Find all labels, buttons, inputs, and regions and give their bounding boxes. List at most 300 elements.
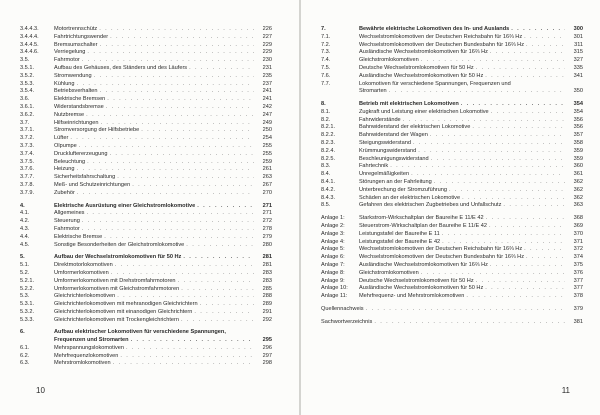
toc-entry-page: 357	[573, 132, 583, 139]
toc-entry	[20, 174, 272, 182]
toc-entry-title: Stromarten	[359, 88, 387, 95]
toc-entry-page: 354	[573, 100, 583, 107]
toc-entry-page: 377	[573, 277, 583, 284]
toc-entry-number: 5.3.3.	[20, 316, 34, 323]
toc-entry	[321, 156, 583, 164]
toc-entry-title: Elektrische Ausrüstung einer Gleichstromlokomotive	[54, 202, 196, 209]
toc-entry-number: 3.7.2.	[20, 135, 34, 142]
toc-entry-title: Motortrennschütz	[54, 26, 98, 32]
toc-dot-leader	[87, 159, 254, 167]
toc-entry-page: 249	[262, 119, 272, 126]
toc-entry-number: 4.2.	[20, 218, 30, 225]
toc-entry	[321, 57, 583, 65]
toc-dot-leader	[100, 42, 254, 50]
toc-entry-page: 230	[262, 57, 272, 64]
toc-dot-leader	[442, 231, 565, 239]
toc-dot-leader	[106, 104, 254, 112]
toc-entry-title: Fahrtrichtungswender	[54, 33, 109, 40]
toc-entry-page: 272	[262, 218, 272, 225]
toc-entry-title: Leistungstafel der Baureihe E 11	[359, 230, 440, 237]
toc-dot-leader	[104, 234, 254, 242]
toc-entry	[20, 270, 272, 278]
toc-entry-title: Schäden an der elektrischen Lokomotive	[359, 194, 461, 201]
toc-entry-title: Umformerlokomotiven	[54, 269, 109, 276]
toc-dot-leader	[115, 262, 254, 270]
toc-entry-page: 271	[262, 210, 272, 217]
toc-entry-page: 377	[573, 285, 583, 292]
toc-entry-title: Gleichstromlokomotiven	[359, 269, 419, 276]
toc-entry-number: 8.2.4.	[321, 147, 335, 154]
toc-entry-page: 288	[262, 293, 272, 300]
toc-entry-number: Anlage 2:	[321, 222, 345, 229]
toc-dot-leader	[491, 109, 565, 117]
toc-entry-page: 235	[262, 72, 272, 79]
toc-entry	[321, 195, 583, 203]
toc-entry-page: 374	[573, 254, 583, 261]
toc-entry-title: Gleichrichterlokomotiven mit Trockengleichrichtern	[54, 316, 179, 323]
toc-entry-title: Deutsche Wechselstromlokomotiven für 50 Hz	[359, 64, 474, 71]
toc-dot-leader	[485, 285, 565, 293]
toc-entry-number: 3.7.3.	[20, 142, 34, 149]
toc-entry-number: 5.2.	[20, 269, 30, 276]
toc-entry-title: Krümmungswiderstand	[359, 147, 417, 154]
toc-entry-number: Anlage 6:	[321, 254, 345, 261]
toc-entry-title: Gleichrichterlokomotiven	[54, 293, 116, 300]
toc-entry-number: 8.1.	[321, 108, 331, 115]
toc-entry-page: 359	[573, 155, 583, 162]
toc-entry-page: 241	[262, 96, 272, 103]
toc-entry-title: Störungen an der Fahrleitung	[359, 178, 432, 185]
toc-entry-title: Sachwortverzeichnis	[321, 318, 373, 325]
toc-entry	[321, 26, 583, 34]
toc-entry-page: 283	[262, 277, 272, 284]
toc-entry	[20, 143, 272, 151]
toc-entry	[20, 73, 272, 81]
toc-entry-number: 3.7.6.	[20, 166, 34, 173]
toc-entry-page: 362	[573, 194, 583, 201]
toc-entry-title: Fahrwiderstände	[359, 116, 401, 123]
toc-entry-title: Direktmotorlokomotiven	[54, 262, 113, 269]
toc-dot-leader	[77, 190, 254, 198]
toc-entry-title: Verriegelung	[54, 49, 86, 56]
toc-entry	[321, 101, 583, 109]
toc-entry-page: 255	[262, 150, 272, 157]
toc-entry	[20, 337, 272, 345]
toc-dot-leader	[466, 293, 565, 301]
toc-entry	[321, 148, 583, 156]
toc-entry-title: Bahnwiderstand der Wagen	[359, 132, 428, 139]
toc-entry-number: 6.1.	[20, 344, 30, 351]
toc-entry	[321, 42, 583, 50]
toc-entry-page: 356	[573, 124, 583, 131]
toc-dot-leader	[366, 306, 565, 314]
toc-entry	[20, 166, 272, 174]
toc-entry	[321, 124, 583, 132]
toc-entry-number: 7.6.	[321, 72, 331, 79]
toc-entry-number: 5.1.	[20, 262, 30, 269]
toc-entry-title: Aufbau elektrischer Lokomotiven für verschiedene Spannungen,	[54, 329, 226, 336]
toc-entry-number: Anlage 10:	[321, 285, 348, 292]
toc-entry-page: 354	[573, 108, 583, 115]
toc-entry-title: Zubehör	[54, 189, 75, 196]
toc-dot-leader	[94, 73, 254, 81]
toc-entry	[321, 179, 583, 187]
toc-entry-number: Anlage 3:	[321, 230, 345, 237]
toc-entry-title: Gefahren des elektrischen Zugbetriebes und Unfallschutz	[359, 202, 502, 209]
toc-entry-title: Frequenzen und Stromarten	[54, 337, 129, 344]
toc-dot-leader	[390, 163, 565, 171]
toc-entry-title: Meß- und Schutzeinrichtungen	[54, 181, 131, 188]
toc-entry	[20, 65, 272, 73]
toc-entry	[20, 242, 272, 250]
toc-entry-page: 259	[262, 158, 272, 165]
toc-dot-leader	[100, 88, 254, 96]
toc-entry-number: 3.5.2.	[20, 72, 34, 79]
toc-entry-number: 8.2.5.	[321, 155, 335, 162]
toc-entry	[321, 306, 583, 314]
toc-entry-title: Betriebsverhalten	[54, 88, 98, 95]
toc-dot-leader	[70, 135, 254, 143]
toc-entry-number: 5.3.	[20, 293, 30, 300]
toc-entry	[20, 159, 272, 167]
toc-entry-title: Umformerlokomotiven mit Gleichstromfahrmotoren	[54, 285, 180, 292]
toc-entry-number: 6.2.	[20, 352, 30, 359]
toc-entry	[20, 345, 272, 353]
toc-dot-leader	[186, 242, 254, 250]
toc-entry-page: 231	[262, 64, 272, 71]
toc-dot-leader	[418, 148, 565, 156]
toc-entry-title: Stromversorgung der Hilfsbetriebe	[54, 127, 140, 134]
toc-entry-number: 3.4.4.4.	[20, 33, 39, 40]
toc-dot-leader	[117, 174, 254, 182]
toc-entry-page: 370	[573, 230, 583, 237]
toc-entry-number: 3.7.1.	[20, 127, 34, 134]
toc-entry-title: Zugkraft und Leistung einer elektrischen Lokomotive	[359, 108, 489, 115]
toc-entry-number: Anlage 7:	[321, 261, 345, 268]
toc-dot-leader	[511, 26, 565, 34]
toc-entry	[20, 81, 272, 89]
toc-entry	[20, 360, 272, 368]
toc-entry-title: Mehrspannungslokomotiven	[54, 344, 124, 351]
toc-entry-title: Widerstandsbremse	[54, 103, 104, 110]
toc-dot-leader	[526, 42, 565, 50]
toc-dot-leader	[461, 101, 565, 109]
toc-dot-leader	[524, 246, 565, 254]
toc-entry	[321, 215, 583, 223]
toc-entry-page: 226	[262, 26, 272, 32]
toc-dot-leader	[131, 337, 254, 345]
toc-entry	[20, 34, 272, 42]
toc-entry-title: Nutzbremse	[54, 111, 85, 118]
toc-entry-title: Heizung	[54, 166, 75, 173]
toc-entry-number: 8.4.2.	[321, 186, 335, 193]
toc-entry-title: Beleuchtung	[54, 158, 86, 165]
toc-dot-leader	[86, 210, 254, 218]
toc-entry-page: 281	[262, 262, 272, 269]
toc-entry-number: 3.5.	[20, 57, 30, 64]
toc-entry-page: 335	[573, 64, 583, 71]
toc-entry-title: Sicherheitsfahrschaltung	[54, 174, 116, 181]
toc-entry	[321, 34, 583, 42]
toc-entry-number: 5.	[20, 254, 25, 261]
toc-entry-number: 3.5.1.	[20, 64, 34, 71]
toc-dot-leader	[490, 262, 565, 270]
toc-entry-page: 279	[262, 233, 272, 240]
toc-entry	[321, 140, 583, 148]
toc-entry-number: 7.7.	[321, 80, 331, 87]
toc-entry	[20, 317, 272, 325]
toc-entry	[321, 319, 583, 327]
toc-entry-page: 371	[573, 238, 583, 245]
toc-entry	[20, 112, 272, 120]
toc-entry-number: 3.4.4.5.	[20, 41, 39, 48]
toc-entry-page: 311	[574, 41, 583, 48]
toc-entry-title: Kühlung	[54, 80, 75, 87]
toc-entry-title: Steuerung	[54, 218, 80, 225]
toc-entry	[20, 96, 272, 104]
toc-entry-title: Aufbau des Gehäuses, des Ständers und des Läufers	[54, 64, 188, 71]
toc-entry-page: 291	[262, 308, 272, 315]
toc-entry	[321, 49, 583, 57]
toc-entry-page: 229	[262, 41, 272, 48]
toc-entry	[20, 26, 272, 34]
toc-entry-number: 3.6.1.	[20, 103, 34, 110]
toc-entry-number: 6.3.	[20, 360, 30, 367]
toc-dot-leader	[117, 293, 254, 301]
toc-entry-number: 7.	[321, 26, 326, 32]
toc-entry-page: 283	[262, 269, 272, 276]
toc-dot-leader	[141, 127, 254, 135]
toc-entry-page: 267	[262, 181, 272, 188]
toc-entry-page: 281	[262, 254, 272, 261]
toc-entry-page: 292	[262, 316, 272, 323]
toc-entry	[321, 231, 583, 239]
toc-dot-leader	[389, 88, 565, 96]
toc-entry-title: Deutsche Wechselstromlokomotiven für 50 Hz	[359, 277, 474, 284]
toc-entry-page: 289	[262, 301, 272, 308]
toc-entry-page: 341	[573, 72, 583, 79]
toc-entry-number: 3.7.	[20, 119, 30, 126]
toc-entry	[321, 117, 583, 125]
toc-entry-title: Stromwendung	[54, 72, 92, 79]
toc-entry-number: Anlage 11:	[321, 293, 348, 300]
toc-entry-number: 8.4.3.	[321, 194, 335, 201]
left-page	[0, 0, 299, 415]
toc-entry-number: Anlage 4:	[321, 238, 345, 245]
toc-entry-title: Ausländische Wechselstromlokomotiven für 16⅔ Hz	[359, 261, 488, 268]
toc-entry	[20, 42, 272, 50]
toc-dot-leader	[431, 156, 565, 164]
toc-entry-title: Umformerlokomotiven mit Drehstromfahrmotoren	[54, 277, 176, 284]
toc-entry	[321, 65, 583, 73]
toc-entry-page: 241	[262, 88, 272, 95]
toc-entry-title: Gleichrichterlokomotiven mit einanodigen Gleichrichtern	[54, 308, 193, 315]
toc-entry	[321, 109, 583, 117]
toc-dot-leader	[82, 218, 254, 226]
toc-dot-leader	[77, 166, 254, 174]
toc-entry	[20, 234, 272, 242]
toc-entry	[20, 286, 272, 294]
toc-entry-number: 5.3.2.	[20, 308, 34, 315]
toc-entry-number: 3.4.4.6.	[20, 49, 39, 56]
toc-entry-number: 7.1.	[321, 33, 331, 40]
toc-entry-number: 3.6.2.	[20, 111, 34, 118]
toc-entry-number: 5.2.1.	[20, 277, 34, 284]
toc-entry-number: 8.	[321, 100, 326, 107]
toc-entry	[321, 73, 583, 81]
toc-entry-title: Mehrfrequenz- und Mehrstromlokomotiven	[359, 293, 465, 300]
toc-entry	[20, 127, 272, 135]
toc-entry-title: Wechselstromlokomotiven der Deutschen Bundesbahn für 16⅔ Hz	[359, 254, 524, 261]
toc-entry-number: 8.4.1.	[321, 178, 335, 185]
toc-dot-leader	[524, 34, 565, 42]
toc-entry	[321, 246, 583, 254]
toc-entry-page: 301	[573, 33, 583, 40]
toc-dot-leader	[86, 112, 254, 120]
toc-entry-title: Starkstrom-Wirkschaltplan der Baureihe E 11/E 42	[359, 215, 484, 222]
toc-dot-leader	[194, 309, 254, 317]
toc-entry-title: Gleichstromlokomotiven	[359, 57, 419, 64]
toc-dot-leader	[113, 360, 254, 368]
toc-dot-leader	[413, 140, 565, 148]
toc-entry-number: 7.2.	[321, 41, 331, 48]
toc-entry-page: 247	[262, 111, 272, 118]
toc-entry-page: 350	[573, 88, 583, 95]
toc-dot-leader	[421, 57, 565, 65]
toc-entry-page: 297	[262, 352, 272, 359]
toc-entry-page: 381	[573, 318, 583, 325]
toc-entry-title: Elektrische Bremsen	[54, 96, 106, 103]
toc-entry-title: Ausländische Wechselstromlokomotiven für 50 Hz	[359, 72, 484, 79]
toc-dot-leader	[181, 317, 254, 325]
toc-entry-page: 237	[262, 80, 272, 87]
toc-dot-leader	[87, 49, 254, 57]
right-page-number: 11	[561, 386, 570, 395]
toc-entry-number: 3.6.	[20, 96, 30, 103]
toc-dot-leader	[100, 120, 254, 128]
toc-entry-number: 3.4.4.3.	[20, 26, 39, 32]
left-page-number: 10	[36, 386, 45, 395]
toc-entry-page: 315	[573, 49, 583, 56]
toc-entry-page: 378	[573, 293, 583, 300]
toc-entry-title: Steuerstrom-Wirkschaltplan der Baureihe E 11/E 42	[359, 222, 487, 229]
toc-dot-leader	[82, 226, 254, 234]
toc-entry	[321, 187, 583, 195]
toc-entry-page: 361	[573, 171, 583, 178]
left-toc	[20, 26, 272, 368]
toc-entry-number: Anlage 1:	[321, 215, 345, 222]
toc-entry-page: 278	[262, 225, 272, 232]
toc-entry-page: 362	[573, 178, 583, 185]
toc-dot-leader	[109, 151, 254, 159]
toc-entry-number: 5.2.2.	[20, 285, 34, 292]
toc-dot-leader	[107, 96, 254, 104]
toc-entry-title: Steigungswiderstand	[359, 139, 411, 146]
toc-dot-leader	[486, 215, 565, 223]
toc-entry	[20, 190, 272, 198]
toc-dot-leader	[200, 301, 254, 309]
toc-entry-title: Leistungstafel der Baureihe E 42	[359, 238, 441, 245]
toc-entry-page: 376	[573, 269, 583, 276]
toc-entry	[321, 202, 583, 210]
toc-entry-number: 4.5.	[20, 241, 30, 248]
toc-entry	[20, 301, 272, 309]
toc-entry-page: 362	[573, 186, 583, 193]
toc-entry-page: 356	[573, 116, 583, 123]
toc-entry-number: 4.3.	[20, 225, 30, 232]
toc-entry-title: Sonstige Besonderheiten der Gleichstromlokomotive	[54, 241, 185, 248]
toc-entry-title: Mehrfrequenzlokomotiven	[54, 352, 119, 359]
toc-entry-number: 7.3.	[321, 49, 331, 56]
toc-dot-leader	[77, 81, 254, 89]
toc-entry-number: 3.5.3.	[20, 80, 34, 87]
toc-entry	[20, 309, 272, 317]
toc-entry-number: Anlage 8:	[321, 269, 345, 276]
toc-dot-leader	[197, 203, 254, 211]
toc-entry	[20, 210, 272, 218]
toc-entry	[321, 88, 583, 96]
toc-dot-leader	[178, 278, 254, 286]
toc-entry	[321, 293, 583, 301]
toc-entry-title: Allgemeines	[54, 210, 85, 217]
toc-entry-number: 5.3.1.	[20, 301, 34, 308]
toc-dot-leader	[189, 65, 254, 73]
toc-entry	[321, 285, 583, 293]
toc-entry-title: Lüfter	[54, 135, 69, 142]
toc-entry-page: 261	[262, 166, 272, 173]
toc-entry-number: 4.	[20, 202, 25, 209]
toc-dot-leader	[430, 132, 565, 140]
toc-entry-title: Bahnwiderstand der elektrischen Lokomotive	[359, 124, 471, 131]
toc-entry-page: 254	[262, 135, 272, 142]
toc-entry	[20, 353, 272, 361]
toc-entry-page: 271	[262, 202, 272, 209]
toc-entry-page: 255	[262, 142, 272, 149]
toc-entry-page: 368	[573, 215, 583, 222]
toc-entry	[20, 57, 272, 65]
toc-entry-title: Bewährte elektrische Lokomotiven des In- und Auslands	[359, 26, 510, 32]
toc-entry-page: 227	[262, 33, 272, 40]
toc-entry	[20, 182, 272, 190]
toc-entry	[321, 270, 583, 278]
toc-dot-leader	[476, 278, 565, 286]
toc-entry-title: Wechselstromlokomotiven der Deutschen Bundesbahn für 16⅔ Hz	[359, 41, 524, 48]
toc-entry-number: 3.7.4.	[20, 150, 34, 157]
toc-entry-number: 8.4.	[321, 171, 331, 178]
toc-entry-number: 8.3.	[321, 163, 331, 170]
toc-entry-page: 263	[262, 174, 272, 181]
toc-entry-number: Anlage 5:	[321, 246, 345, 253]
toc-entry-page: 298	[262, 360, 272, 367]
toc-entry-page: 375	[573, 261, 583, 268]
toc-entry	[20, 151, 272, 159]
toc-entry-title: Ölpumpe	[54, 142, 77, 149]
toc-entry-title: Mehrstromlokomotiven	[54, 360, 111, 367]
toc-dot-leader	[181, 286, 254, 294]
toc-entry-title: Elektrische Bremse	[54, 233, 103, 240]
toc-dot-leader	[374, 319, 565, 327]
toc-entry-title: Aufbau der Wechselstromlokomotiven für 50 Hz	[54, 254, 182, 261]
toc-entry-title: Unregelmäßigkeiten	[359, 171, 410, 178]
toc-entry-page: 296	[262, 344, 272, 351]
toc-dot-leader	[472, 124, 565, 132]
toc-entry	[20, 254, 272, 262]
toc-dot-leader	[503, 202, 565, 210]
toc-entry-number: 7.5.	[321, 64, 331, 71]
toc-entry-title: Ausländische Wechselstromlokomotiven für 16⅔ Hz	[359, 49, 488, 56]
toc-dot-leader	[132, 182, 254, 190]
toc-entry-title: Unterbrechung der Stromzuführung	[359, 186, 447, 193]
